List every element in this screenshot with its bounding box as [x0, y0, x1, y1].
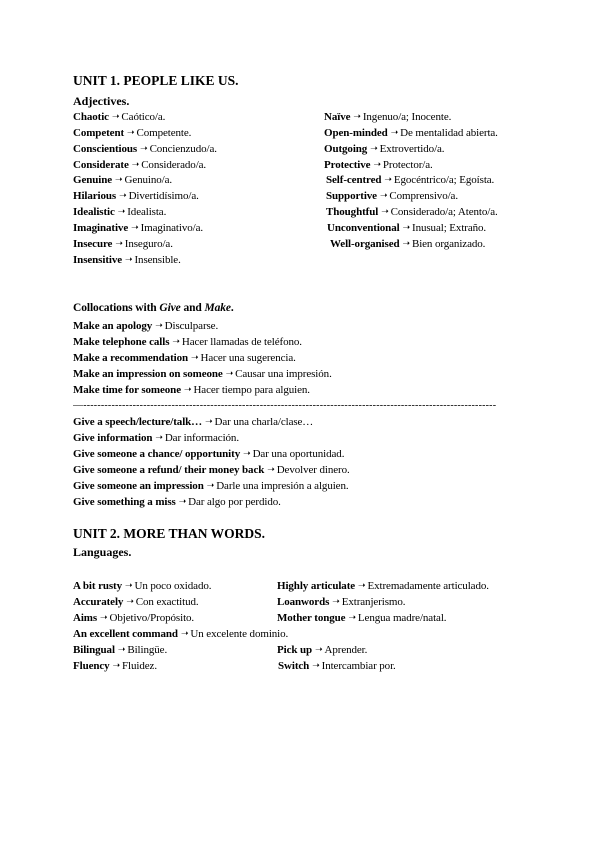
definition: Dar algo por perdido.: [188, 496, 281, 508]
definition: Idealista.: [127, 206, 167, 218]
list-item: [73, 578, 211, 593]
term: Give someone a chance/ opportunity: [73, 448, 241, 460]
term: Give information: [73, 432, 153, 444]
definition: Caótico/a.: [121, 111, 166, 123]
definition: Aprender.: [324, 644, 368, 656]
arrow-right-icon: ➝: [127, 127, 135, 137]
list-item: [277, 578, 489, 593]
list-item: [73, 414, 313, 429]
definition: Un excelente dominio.: [190, 628, 289, 640]
definition: Bien organizado.: [411, 238, 486, 250]
definition: Dar información.: [164, 432, 239, 444]
arrow-right-icon: ➝: [131, 159, 140, 169]
term: Considerate: [73, 159, 129, 171]
list-item: [278, 658, 396, 673]
arrow-right-icon: ➝: [381, 206, 389, 216]
list-item: [324, 109, 451, 124]
list-item: [73, 204, 166, 219]
term: Thoughtful: [326, 206, 379, 218]
list-item: [73, 252, 181, 267]
term: Switch: [278, 660, 310, 672]
term: Make an apology: [73, 320, 153, 332]
arrow-right-icon: ➝: [384, 174, 392, 184]
term: Supportive: [326, 190, 377, 202]
definition: Divertidísimo/a.: [128, 190, 199, 202]
arrow-right-icon: ➝: [178, 496, 187, 506]
list-item: [324, 157, 433, 172]
languages-heading: Languages.: [73, 545, 132, 559]
term: Competent: [73, 127, 125, 139]
list-item: [73, 350, 296, 365]
definition: Bilingüe.: [127, 644, 168, 656]
arrow-right-icon: ➝: [131, 222, 139, 232]
list-item: [73, 172, 172, 187]
term: Highly articulate: [277, 580, 356, 592]
unit2-title: UNIT 2. MORE THAN WORDS.: [73, 526, 266, 541]
definition: Devolver dinero.: [276, 464, 350, 476]
definition: Fluidez.: [122, 660, 157, 672]
list-item: [277, 610, 446, 625]
arrow-right-icon: ➝: [100, 612, 108, 622]
term: Idealistic: [73, 206, 115, 218]
list-item: [73, 642, 167, 657]
definition: Considerado/a.: [141, 159, 207, 171]
definition: Hacer tiempo para alguien.: [193, 384, 310, 396]
term: Make an impression on someone: [73, 368, 223, 380]
term: Genuine: [73, 174, 113, 186]
list-item: [73, 382, 310, 397]
term: Pick up: [277, 644, 313, 656]
list-item: [73, 610, 194, 625]
list-item: [73, 462, 350, 477]
definition: Extrovertido/a.: [379, 143, 445, 155]
list-item: [73, 157, 206, 172]
arrow-right-icon: ➝: [117, 206, 126, 216]
list-item: [326, 188, 458, 203]
term: Loanwords: [277, 596, 330, 608]
term: Well-organised: [330, 238, 400, 250]
term: Aims: [73, 612, 98, 624]
adjectives-heading: Adjectives.: [73, 94, 130, 108]
arrow-right-icon: ➝: [315, 644, 323, 654]
definition: Extremadamente articulado.: [367, 580, 489, 592]
arrow-right-icon: ➝: [402, 222, 411, 232]
arrow-right-icon: ➝: [225, 368, 234, 378]
arrow-right-icon: ➝: [370, 143, 378, 153]
definition: Inusual; Extraño.: [412, 222, 487, 234]
arrow-right-icon: ➝: [115, 238, 123, 248]
term: Conscientious: [73, 143, 138, 155]
arrow-right-icon: ➝: [205, 416, 213, 426]
arrow-right-icon: ➝: [155, 432, 163, 442]
term: Bilingual: [73, 644, 115, 656]
list-item: [326, 204, 498, 219]
arrow-right-icon: ➝: [180, 628, 189, 638]
definition: Imaginativo/a.: [140, 222, 204, 234]
term: Insensitive: [73, 254, 123, 266]
term: Make time for someone: [73, 384, 181, 396]
definition: Hacer una sugerencia.: [200, 352, 296, 364]
definition: Un poco oxidado.: [134, 580, 212, 592]
definition: Extranjerismo.: [341, 596, 406, 608]
definition: Protector/a.: [382, 159, 433, 171]
term: Give someone a refund/ their money back: [73, 464, 265, 476]
arrow-right-icon: ➝: [140, 143, 148, 153]
list-item: [73, 626, 288, 641]
list-item: [73, 594, 199, 609]
definition: Dar una charla/clase…: [214, 416, 314, 428]
definition: Competente.: [136, 127, 192, 139]
arrow-right-icon: ➝: [402, 238, 410, 248]
arrow-right-icon: ➝: [348, 612, 356, 622]
term: Protective: [324, 159, 371, 171]
definition: Lengua madre/natal.: [357, 612, 447, 624]
arrow-right-icon: ➝: [117, 644, 126, 654]
term: Imaginative: [73, 222, 129, 234]
list-item: [330, 236, 485, 251]
definition: Con exactitud.: [135, 596, 199, 608]
list-item: [73, 109, 165, 124]
arrow-right-icon: ➝: [191, 352, 199, 362]
list-item: [73, 366, 332, 381]
definition: Comprensivo/a.: [389, 190, 458, 202]
definition: Considerado/a; Atento/a.: [390, 206, 498, 218]
term: An excellent command: [73, 628, 178, 640]
term: Give something a miss: [73, 496, 176, 508]
arrow-right-icon: ➝: [155, 320, 163, 330]
term: Naïve: [324, 111, 351, 123]
term: Self-centred: [326, 174, 382, 186]
arrow-right-icon: ➝: [125, 580, 133, 590]
term: Mother tongue: [277, 612, 346, 624]
definition: Genuino/a.: [124, 174, 173, 186]
term: Give someone an impression: [73, 480, 204, 492]
arrow-right-icon: ➝: [112, 660, 121, 670]
collocations-heading: Collocations with Give and Make.: [73, 302, 234, 314]
term: Open-minded: [324, 127, 388, 139]
unit1-title: UNIT 1. PEOPLE LIKE US.: [73, 73, 239, 88]
definition: Causar una impresión.: [235, 368, 332, 380]
arrow-right-icon: ➝: [206, 480, 215, 490]
arrow-right-icon: ➝: [332, 596, 340, 606]
term: Chaotic: [73, 111, 109, 123]
list-item: [73, 236, 173, 251]
arrow-right-icon: ➝: [183, 384, 192, 394]
list-item: [324, 125, 498, 140]
arrow-right-icon: ➝: [379, 190, 388, 200]
arrow-right-icon: ➝: [172, 336, 180, 346]
definition: Dar una oportunidad.: [252, 448, 345, 460]
definition: De mentalidad abierta.: [400, 127, 498, 139]
list-item: [73, 141, 217, 156]
arrow-right-icon: ➝: [115, 174, 123, 184]
arrow-right-icon: ➝: [125, 254, 133, 264]
term: Unconventional: [327, 222, 400, 234]
definition: Egocéntrico/a; Egoísta.: [393, 174, 495, 186]
list-item: [326, 172, 494, 187]
definition: Concienzudo/a.: [149, 143, 217, 155]
list-item: [73, 220, 203, 235]
arrow-right-icon: ➝: [111, 111, 120, 121]
definition: Inseguro/a.: [124, 238, 173, 250]
arrow-right-icon: ➝: [119, 190, 127, 200]
list-item: [73, 334, 302, 349]
arrow-right-icon: ➝: [353, 111, 361, 121]
list-item: [73, 658, 157, 673]
list-item: [277, 594, 405, 609]
arrow-right-icon: ➝: [267, 464, 275, 474]
term: Make a recommendation: [73, 352, 189, 364]
term: Make telephone calls: [73, 336, 170, 348]
arrow-right-icon: ➝: [358, 580, 366, 590]
list-item: [73, 446, 344, 461]
definition: Disculparse.: [164, 320, 219, 332]
term: Give a speech/lecture/talk…: [73, 416, 203, 428]
term: Fluency: [73, 660, 110, 672]
list-item: [73, 430, 239, 445]
definition: Darle una impresión a alguien.: [216, 480, 349, 492]
arrow-right-icon: ➝: [312, 660, 320, 670]
list-item: [73, 125, 191, 140]
term: Outgoing: [324, 143, 368, 155]
list-item: [73, 188, 199, 203]
arrow-right-icon: ➝: [243, 448, 251, 458]
term: A bit rusty: [73, 580, 123, 592]
definition: Objetivo/Propósito.: [109, 612, 195, 624]
arrow-right-icon: ➝: [390, 127, 399, 137]
list-item: [73, 494, 281, 509]
separator-line: —---------------------------------------------------------------------------------------------------------------------: [73, 401, 497, 411]
term: Accurately: [73, 596, 124, 608]
term: Insecure: [73, 238, 113, 250]
arrow-right-icon: ➝: [126, 596, 134, 606]
term: Hilarious: [73, 190, 117, 202]
definition: Hacer llamadas de teléfono.: [181, 336, 302, 348]
list-item: [73, 318, 218, 333]
arrow-right-icon: ➝: [373, 159, 381, 169]
definition: Ingenuo/a; Inocente.: [362, 111, 452, 123]
definition: Insensible.: [134, 254, 181, 266]
list-item: [277, 642, 367, 657]
list-item: [324, 141, 444, 156]
list-item: [73, 478, 349, 493]
list-item: [327, 220, 486, 235]
definition: Intercambiar por.: [321, 660, 396, 672]
